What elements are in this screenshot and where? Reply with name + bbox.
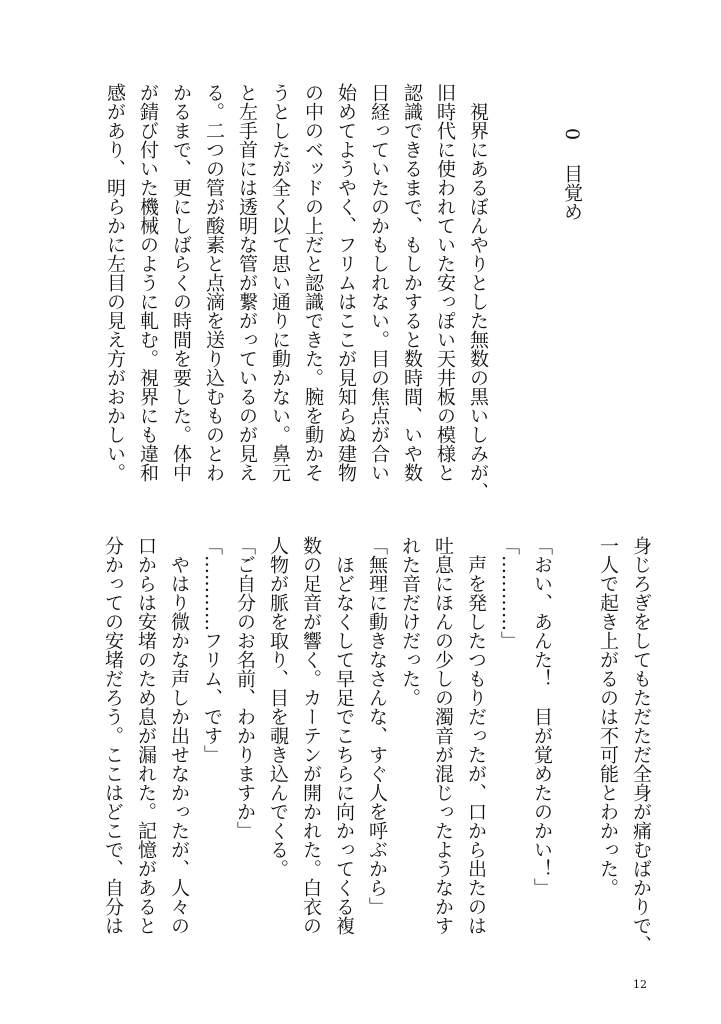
text-line: の中のベッドの上だと認識できた。腕を動かそ [302,83,324,482]
text-line: 一人で起き上がるのは不可能とわかった。 [597,536,619,897]
text-line: やはり微かな声しか出せなかったが、人々の [168,536,190,935]
text-line: 「ご自分のお名前、わかりますか」 [234,536,256,840]
text-line: 「…………」 [498,536,520,650]
chapter-title: 目覚め [561,164,583,221]
text-line: ほどなくして早足でこちらに向かってくる複 [333,536,355,935]
chapter-number: 0 [561,128,583,141]
text-line: うとしたが全く以て思い通りに動かない。鼻元 [269,83,291,482]
text-line: 人物が脈を取り、目を覗き込んでくる。 [267,536,289,878]
text-line: 「無理に動きなさんな、すぐ人を呼ぶから」 [366,536,388,916]
text-line: 「おい、あんた！ 目が覚めたのかい！」 [531,536,553,897]
text-line: 声を発したつもりだったが、口から出たのは [465,536,487,935]
text-line: 日経っていたのかもしれない。目の焦点が合い [368,83,390,482]
text-line: と左手首には透明な管が繋がっているのが見え [236,83,258,482]
text-line: 「…………フリム、です」 [201,536,223,764]
text-line: 数の足音が響く。カーテンが開かれた。白衣の [300,536,322,935]
text-line: かるまで、更にしばらくの時間を要した。体中 [170,83,192,482]
text-line: 口からは安堵のため息が漏れた。記憶があると [135,536,157,935]
text-line: れた音だけだった。 [399,536,421,707]
text-line: が錆び付いた機械のように軋む。視界にも違和 [137,83,159,482]
text-line: 旧時代に使われていた安っぽい天井板の模様と [434,83,456,482]
text-line: 身じろぎをしてもただただ全身が痛むばかりで、 [630,536,652,954]
text-line: 分かっての安堵だろう。ここはどこで、自分は [102,536,124,935]
text-line: 吐息にほんの少しの濁音が混じったようなかす [432,536,454,935]
text-line: る。二つの管が酸素と点滴を送り込むものとわ [203,83,225,482]
text-line: 始めてようやく、フリムはここが見知らぬ建物 [335,83,357,482]
page-number: 12 [633,978,647,991]
text-line: 視界にあるぼんやりとした無数の黒いしみが、 [467,83,489,501]
text-line: 感があり、明らかに左目の見え方がおかしい。 [104,83,126,482]
text-line: 認識できるまで、もしかすると数時間、いや数 [401,83,423,482]
